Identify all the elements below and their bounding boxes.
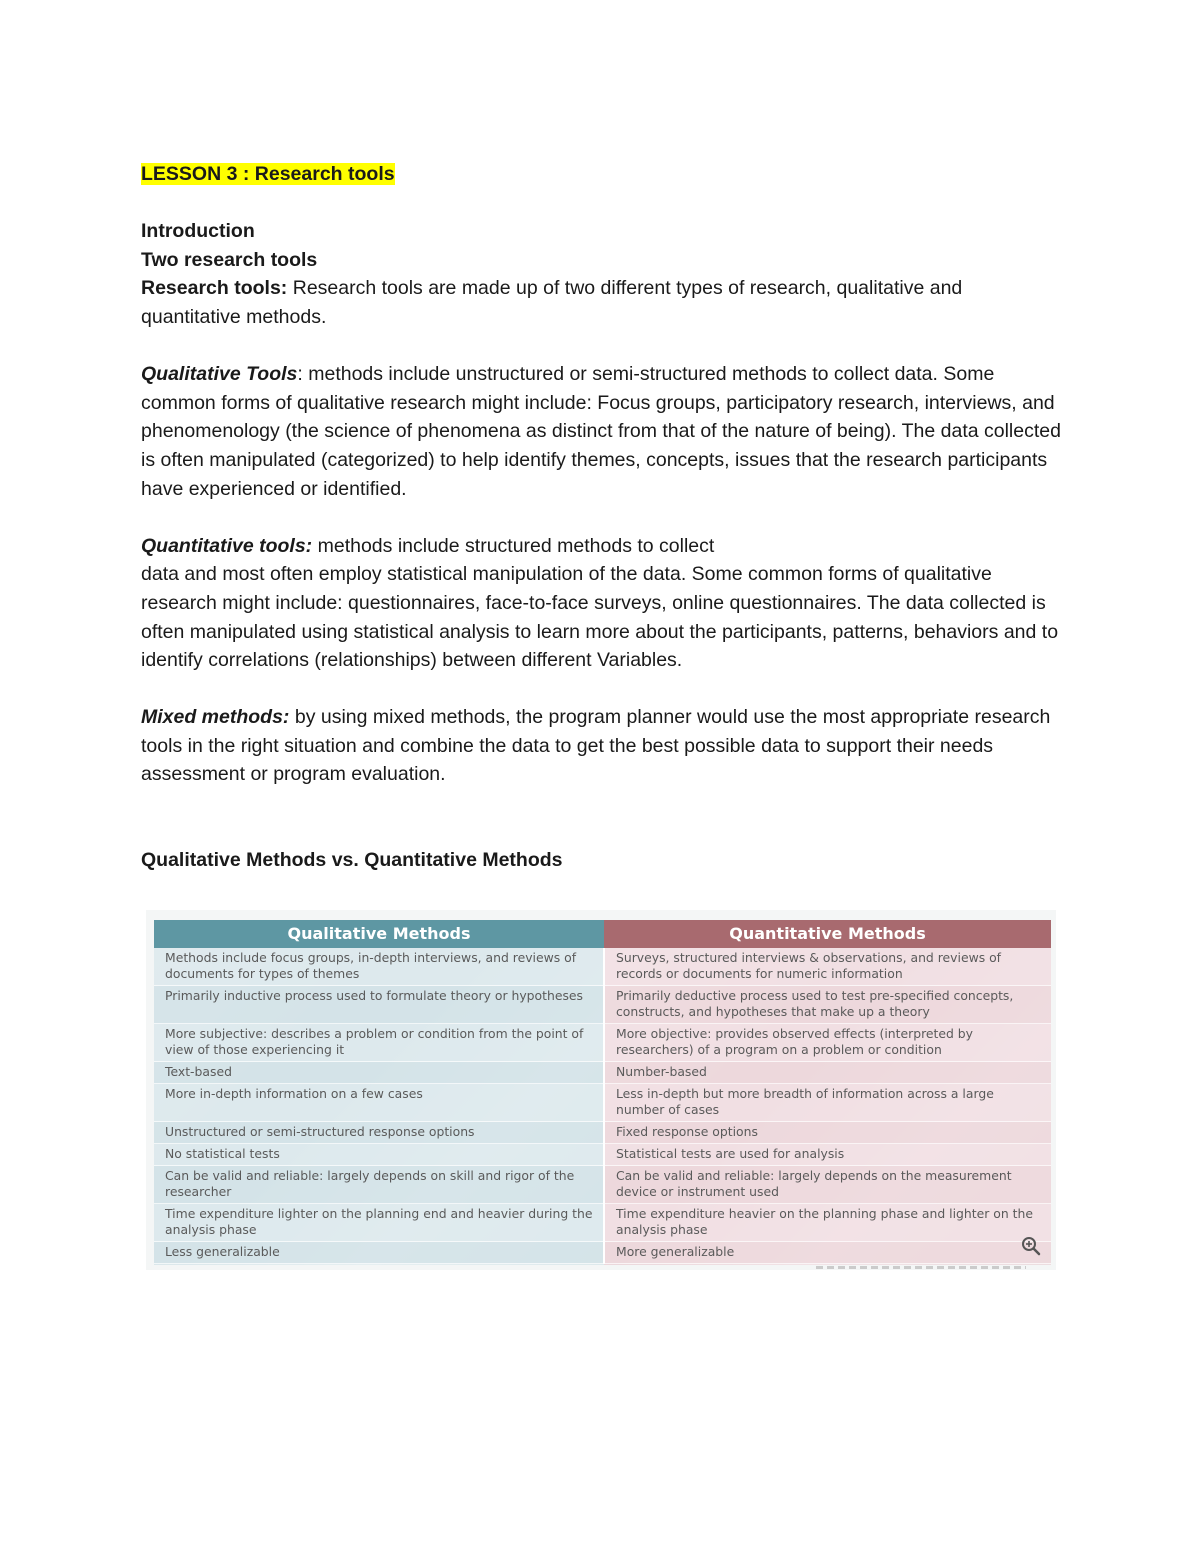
quantitative-cell: Can be valid and reliable: largely depends on the measurement device or instrument used <box>604 1166 1051 1204</box>
qualitative-cell: More in-depth information on a few cases <box>154 1084 604 1122</box>
quantitative-label: Quantitative tools: <box>141 534 313 557</box>
research-tools-text: Research tools are made up of two different types of research, qualitative and quantitative methods. <box>141 277 963 328</box>
mixed-text: by using mixed methods, the program planner would use the most appropriate research tools in the right situation and combine the data to get the best possible data to support their needs assessment or program evaluation. <box>141 706 1051 786</box>
table-heading: Qualitative Methods vs. Quantitative Methods <box>141 849 563 872</box>
table-row <box>154 986 1051 1024</box>
table-row <box>154 948 1051 986</box>
lesson-title-line <box>141 160 1061 189</box>
quantitative-cell: Surveys, structured interviews & observations, and reviews of records or documents for numeric information <box>604 948 1051 986</box>
qualitative-text: : methods include unstructured or semi-structured methods to collect data. Some common forms of qualitative research might include: Focus groups, participatory research, interviews, and phenomenology (the science of phenomena as distinct from that of the nature of being). The data collected is often manipulated (categorized) to help identify themes, concepts, issues that the research participants have experienced or identified. <box>141 363 1061 500</box>
table-row <box>154 1122 1051 1144</box>
lesson-title: LESSON 3 : Research tools <box>141 163 395 185</box>
quantitative-cell: Statistical tests are used for analysis <box>604 1144 1051 1166</box>
qualitative-cell: More subjective: describes a problem or condition from the point of view of those experiencing it <box>154 1024 604 1062</box>
document-body <box>141 160 1061 875</box>
quantitative-header: Quantitative Methods <box>604 920 1051 948</box>
quantitative-paragraph-first-line <box>141 532 1061 561</box>
table-row <box>154 1242 1051 1264</box>
qualitative-cell: No statistical tests <box>154 1144 604 1166</box>
mixed-paragraph <box>141 703 1061 789</box>
table-row <box>154 1204 1051 1242</box>
comparison-table <box>154 920 1051 1264</box>
table-row <box>154 1144 1051 1166</box>
qualitative-cell: Can be valid and reliable: largely depends on skill and rigor of the researcher <box>154 1166 604 1204</box>
table-row <box>154 1062 1051 1084</box>
quantitative-text-rest: data and most often employ statistical manipulation of the data. Some common forms of qualitative research might include: questionnaires, face-to-face surveys, online questionnaires. The data collected is often manipulated using statistical analysis to learn more about the participants, patterns, behaviors and to identify correlations (relationships) between different Variables. <box>141 563 1059 672</box>
qualitative-cell: Time expenditure lighter on the planning end and heavier during the analysis phase <box>154 1204 604 1242</box>
table-row <box>154 1084 1051 1122</box>
qualitative-cell: Text-based <box>154 1062 604 1084</box>
two-tools-heading: Two research tools <box>141 248 318 271</box>
table-row <box>154 1024 1051 1062</box>
qualitative-cell: Primarily inductive process used to formulate theory or hypotheses <box>154 986 604 1024</box>
qualitative-cell: Less generalizable <box>154 1242 604 1264</box>
qualitative-label: Qualitative Tools <box>141 363 298 386</box>
image-caption-blur <box>816 1266 1026 1269</box>
intro-heading: Introduction <box>141 220 255 243</box>
zoom-in-icon[interactable] <box>1020 1235 1042 1257</box>
research-tools-paragraph <box>141 274 1061 331</box>
mixed-label: Mixed methods: <box>141 706 290 729</box>
quantitative-cell: Primarily deductive process used to test pre-specified concepts, constructs, and hypotheses that make up a theory <box>604 986 1051 1024</box>
qualitative-header: Qualitative Methods <box>154 920 604 948</box>
table-header-row <box>154 920 1051 948</box>
comparison-table-image <box>146 910 1056 1270</box>
research-tools-label: Research tools: <box>141 277 288 300</box>
qualitative-cell: Unstructured or semi-structured response options <box>154 1122 604 1144</box>
quantitative-text-line1: methods include structured methods to collect <box>312 534 715 557</box>
qualitative-cell: Methods include focus groups, in-depth interviews, and reviews of documents for types of themes <box>154 948 604 986</box>
qualitative-paragraph <box>141 360 1061 503</box>
quantitative-cell: Less in-depth but more breadth of information across a large number of cases <box>604 1084 1051 1122</box>
quantitative-cell: Fixed response options <box>604 1122 1051 1144</box>
quantitative-cell: More objective: provides observed effects (interpreted by researchers) of a program on a problem or condition <box>604 1024 1051 1062</box>
table-row <box>154 1166 1051 1204</box>
table-body <box>154 948 1051 1264</box>
quantitative-cell: Time expenditure heavier on the planning phase and lighter on the analysis phase <box>604 1204 1051 1242</box>
quantitative-cell: Number-based <box>604 1062 1051 1084</box>
quantitative-cell: More generalizable <box>604 1242 1051 1264</box>
